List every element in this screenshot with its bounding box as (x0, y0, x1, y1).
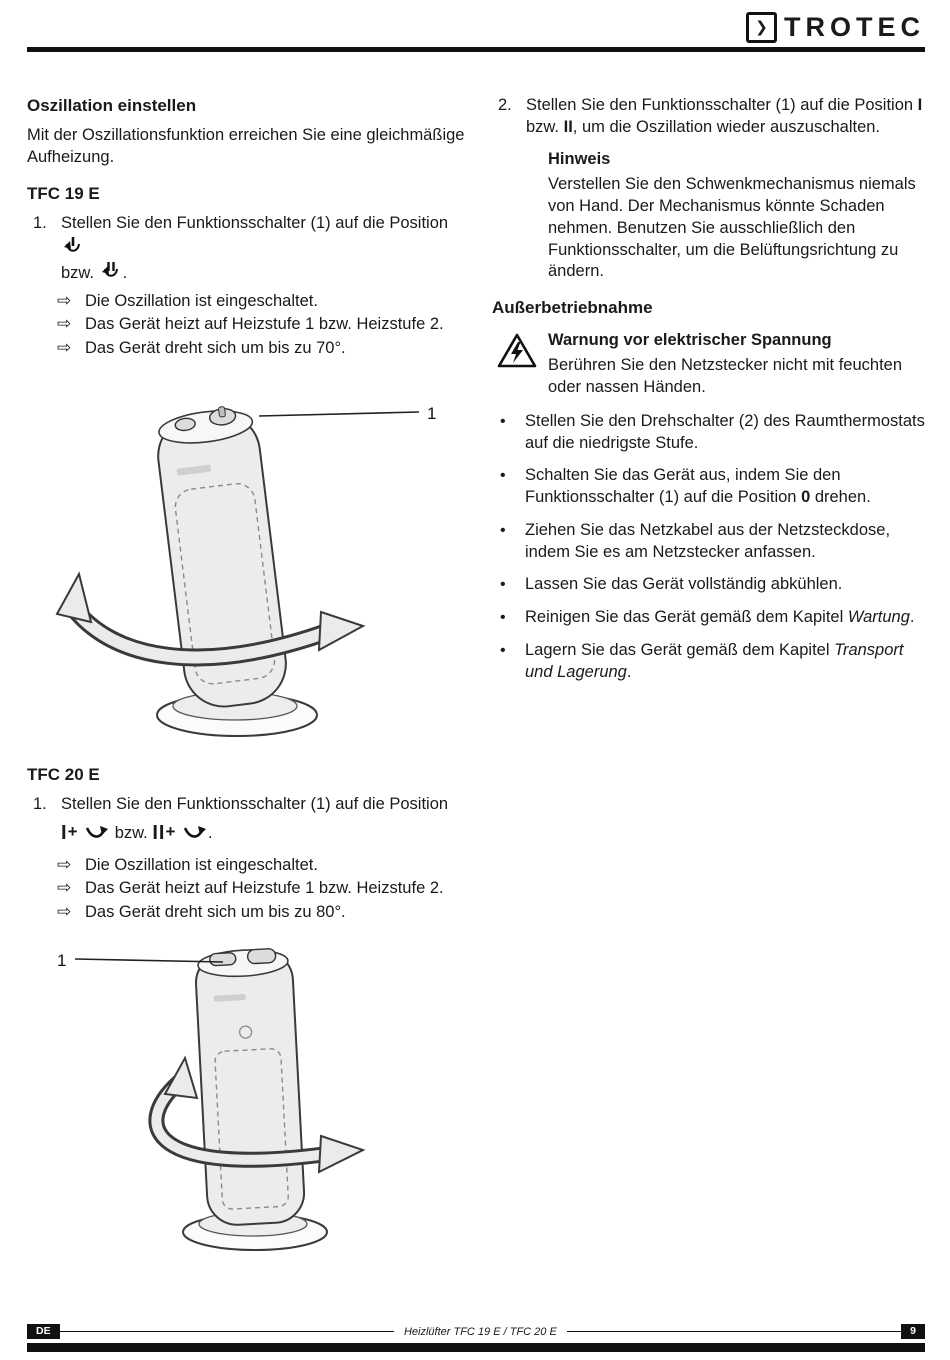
page-number-badge: 9 (901, 1324, 925, 1339)
result-item (27, 314, 470, 336)
result-text: Das Gerät dreht sich um bis zu 70°. (85, 339, 346, 358)
switch-position-I: I (61, 822, 68, 845)
switch-position-I: I (917, 96, 923, 114)
list-item (492, 574, 926, 596)
bullet-text: Ziehen Sie das Netzkabel aus der Netzsteckdose, indem Sie es am Netzstecker anfassen. (525, 520, 891, 561)
bullet-text: Stellen Sie den Drehschalter (2) des Raumthermostats auf die niedrigste Stufe. (525, 411, 925, 452)
list-item (492, 640, 926, 684)
bullet-text: drehen. (810, 488, 871, 507)
bullet-text: Lagern Sie das Gerät gemäß dem Kapitel (525, 640, 835, 659)
switch-position-II: II (152, 822, 166, 845)
footer-rule-right (567, 1331, 901, 1332)
list-item (492, 411, 926, 455)
step-text-bzw: bzw. (61, 263, 95, 282)
bullet-text: Lassen Sie das Gerät vollständig abkühlen. (525, 575, 843, 594)
step-text-bzw: bzw. (114, 824, 148, 843)
bullet-dot-icon: • (500, 641, 506, 659)
bullet-dot-icon: • (500, 467, 506, 485)
result-arrow-icon: ⇨ (57, 902, 72, 922)
electric-warning-icon (496, 332, 538, 377)
result-item (27, 291, 470, 313)
result-text: Das Gerät heizt auf Heizstufe 1 bzw. Heizstufe 2. (85, 315, 444, 334)
bullet-text: Schalten Sie das Gerät aus, indem Sie den Funktionsschalter (1) auf die Position (525, 466, 841, 507)
oscillation-stage1-icon (63, 235, 83, 257)
switch-position-II: II (563, 117, 573, 136)
tfc19-step-1 (27, 213, 470, 284)
right-column (492, 95, 926, 695)
step-text-period: . (207, 824, 213, 843)
oscillation-stage2-icon (101, 260, 121, 282)
page-footer (27, 1324, 925, 1352)
language-badge: DE (27, 1324, 60, 1339)
model-heading-tfc19: TFC 19 E (27, 183, 100, 203)
list-item (492, 520, 926, 564)
tfc20-step-1 (27, 794, 470, 848)
step-text-part: Stellen Sie den Funktionsschalter (1) auf die Position (61, 214, 449, 233)
trotec-logo (746, 12, 925, 43)
chapter-reference: Transport und Lagerung (525, 640, 904, 681)
callout-label-1: 1 (57, 950, 67, 970)
callout-label-1: 1 (427, 404, 437, 423)
step-number: 1. (33, 214, 47, 233)
step-text (526, 95, 926, 139)
bullet-text: Reinigen Sie das Gerät gemäß dem Kapitel (525, 608, 848, 627)
result-arrow-icon: ⇨ (57, 338, 72, 358)
result-text: Die Oszillation ist eingeschaltet. (85, 855, 318, 874)
hinweis-text: Verstellen Sie den Schwenkmechanismus niemals von Hand. Der Mechanismus könnte Schaden nehmen. Benutzen Sie ausschließlich den Funktionsschalter, um die Belüftungsrichtung zu ändern. (548, 175, 916, 281)
footer-doc-title: Heizlüfter TFC 19 E / TFC 20 E (403, 1325, 557, 1338)
tfc20-position-symbols (61, 820, 470, 846)
result-arrow-icon: ⇨ (57, 290, 72, 310)
result-item (27, 338, 470, 360)
warning-text: Berühren Sie den Netzstecker nicht mit feuchten oder nassen Händen. (548, 356, 903, 397)
step-2 (492, 95, 926, 139)
result-text: Die Oszillation ist eingeschaltet. (85, 291, 318, 310)
page-header (27, 12, 925, 46)
intro-paragraph: Mit der Oszillationsfunktion erreichen Sie eine gleichmäßige Aufheizung. (27, 126, 465, 167)
step-number: 1. (33, 795, 47, 814)
bullet-dot-icon: • (500, 412, 506, 430)
bullet-text: . (626, 662, 632, 681)
list-item (492, 465, 926, 509)
step-text-part: bzw. (526, 117, 564, 136)
step-text-part: , um die Oszillation wieder auszuschalten. (572, 117, 881, 136)
hinweis-title: Hinweis (548, 149, 611, 168)
brand-chevron-icon: ❯ (746, 12, 777, 43)
list-item (492, 607, 926, 629)
hinweis-block (548, 149, 926, 284)
section-title-ausserbetriebnahme: Außerbetriebnahme (492, 298, 653, 318)
footer-bar (27, 1343, 925, 1352)
result-item (27, 902, 470, 924)
step-number: 2. (498, 96, 512, 114)
bullet-dot-icon: • (500, 576, 506, 594)
brand-name: TROTEC (784, 12, 925, 42)
bullet-dot-icon: • (500, 609, 506, 627)
header-rule (27, 47, 925, 52)
model-heading-tfc20: TFC 20 E (27, 765, 100, 784)
result-item (27, 855, 470, 877)
result-text: Das Gerät heizt auf Heizstufe 1 bzw. Heizstufe 2. (85, 879, 444, 898)
step-text (61, 794, 470, 848)
switch-position-0: 0 (801, 488, 811, 507)
bullet-text: . (909, 608, 915, 627)
step-text-period: . (122, 263, 128, 282)
step-text (61, 213, 470, 284)
result-item (27, 878, 470, 900)
plus-sign: + (67, 822, 78, 842)
step-text-part: Stellen Sie den Funktionsschalter (1) auf die Position (526, 96, 918, 114)
oscillation-swing-icon (182, 825, 206, 840)
oscillation-swing-icon (84, 825, 108, 840)
warning-block (492, 330, 926, 399)
chapter-reference: Wartung (847, 608, 910, 627)
left-column (27, 95, 470, 1262)
shutdown-bullet-list (492, 411, 926, 684)
result-arrow-icon: ⇨ (57, 854, 72, 874)
section-title-oszillation: Oszillation einstellen (27, 96, 197, 115)
step-text-part: Stellen Sie den Funktionsschalter (1) auf die Position (61, 795, 449, 814)
bullet-dot-icon: • (500, 521, 506, 539)
heater-illustration-tfc20 (27, 932, 447, 1262)
footer-rule-left (60, 1331, 394, 1332)
warning-title: Warnung vor elektrischer Spannung (548, 330, 832, 349)
result-arrow-icon: ⇨ (57, 314, 72, 334)
result-arrow-icon: ⇨ (57, 878, 72, 898)
result-text: Das Gerät dreht sich um bis zu 80°. (85, 903, 346, 922)
heater-illustration-tfc19 (27, 368, 447, 746)
plus-sign: + (165, 822, 176, 842)
